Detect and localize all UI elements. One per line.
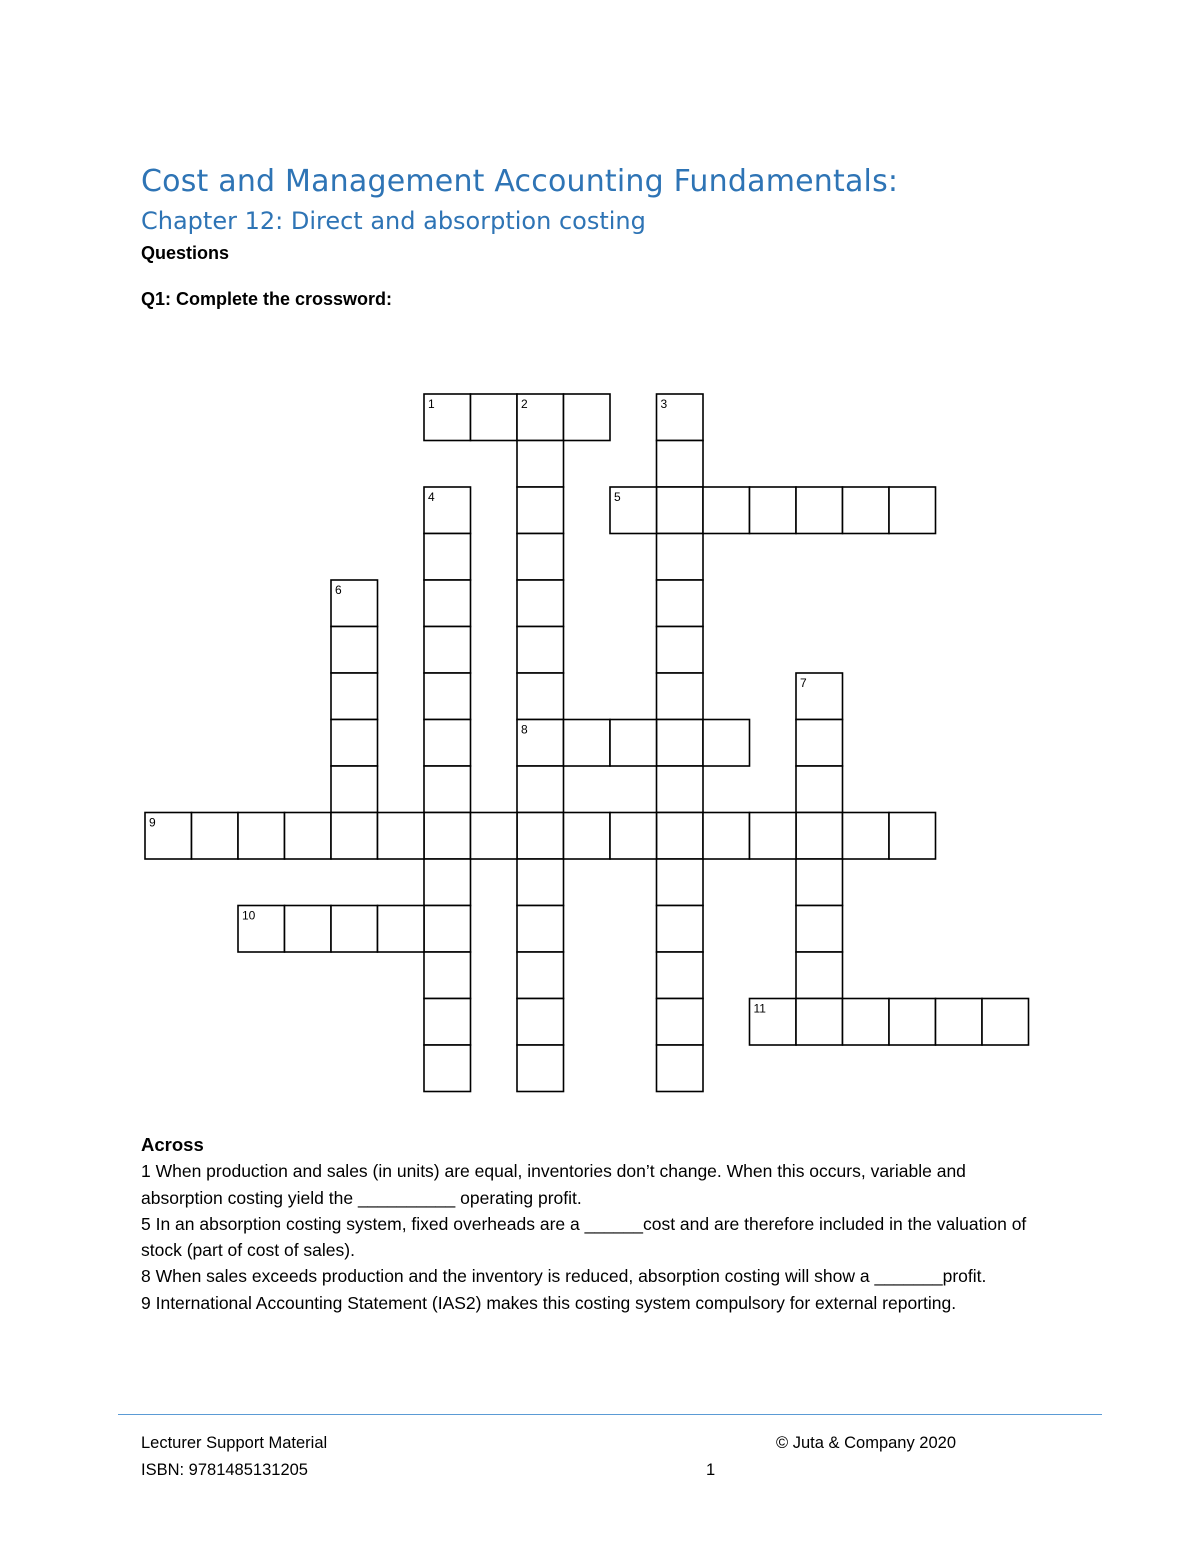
crossword-cell[interactable] xyxy=(517,580,564,627)
crossword-cell[interactable] xyxy=(517,859,564,906)
crossword-cell[interactable] xyxy=(331,720,378,767)
crossword-cell[interactable] xyxy=(424,534,471,581)
crossword-cell[interactable] xyxy=(703,813,750,860)
crossword-cell[interactable] xyxy=(657,813,704,860)
crossword-cell[interactable] xyxy=(610,813,657,860)
crossword-cell[interactable] xyxy=(889,487,936,534)
crossword-cell[interactable] xyxy=(424,999,471,1046)
crossword-cell[interactable] xyxy=(889,999,936,1046)
crossword-cell[interactable] xyxy=(424,952,471,999)
crossword-cell[interactable] xyxy=(192,813,239,860)
clue-number-11: 11 xyxy=(753,1001,766,1016)
crossword-cell[interactable] xyxy=(889,813,936,860)
crossword-cell[interactable] xyxy=(564,813,611,860)
crossword-cell[interactable] xyxy=(657,859,704,906)
crossword-cell[interactable] xyxy=(331,673,378,720)
crossword-cell[interactable] xyxy=(657,1045,704,1092)
crossword-cell[interactable] xyxy=(564,394,611,441)
clue-across-5: 5 In an absorption costing system, fixed overheads are a ______cost and are therefore included in the valuation of stock (part of cost of sales). xyxy=(141,1213,1027,1261)
crossword-cell[interactable] xyxy=(703,720,750,767)
footer-material: Lecturer Support Material xyxy=(141,1434,328,1452)
crossword-cell[interactable] xyxy=(657,627,704,674)
crossword-cell[interactable] xyxy=(285,906,332,953)
clue-number-1: 1 xyxy=(428,397,435,411)
crossword-cell[interactable] xyxy=(424,766,471,813)
crossword-cell[interactable] xyxy=(517,487,564,534)
clue-number-7: 7 xyxy=(800,676,807,690)
footer-divider xyxy=(118,1414,1102,1415)
crossword-cell[interactable] xyxy=(331,813,378,860)
question-heading: Q1: Complete the crossword: xyxy=(141,289,393,309)
crossword-cell[interactable] xyxy=(517,534,564,581)
crossword-cell[interactable] xyxy=(517,1045,564,1092)
crossword-cell[interactable] xyxy=(796,859,843,906)
crossword-cell[interactable] xyxy=(936,999,983,1046)
crossword-cell[interactable] xyxy=(703,487,750,534)
clue-number-10: 10 xyxy=(242,908,256,923)
crossword-cell[interactable] xyxy=(796,766,843,813)
crossword-cell[interactable] xyxy=(796,999,843,1046)
clue-across-1: 1 When production and sales (in units) are equal, inventories don’t change. When this occurs, variable and absorption costing yield the __________ operating profit. xyxy=(141,1161,966,1208)
crossword-cell[interactable] xyxy=(796,906,843,953)
crossword-cell[interactable] xyxy=(331,766,378,813)
crossword-cell[interactable] xyxy=(424,859,471,906)
crossword-cell[interactable] xyxy=(331,906,378,953)
crossword-cell[interactable] xyxy=(657,766,704,813)
clue-number-2: 2 xyxy=(521,397,528,411)
section-heading: Questions xyxy=(141,243,230,263)
crossword-cell[interactable] xyxy=(517,441,564,488)
crossword-cell[interactable] xyxy=(750,487,797,534)
crossword-cell[interactable] xyxy=(424,720,471,767)
crossword-cell[interactable] xyxy=(657,906,704,953)
crossword-cell[interactable] xyxy=(517,673,564,720)
crossword-cell[interactable] xyxy=(657,952,704,999)
crossword-cell[interactable] xyxy=(982,999,1029,1046)
crossword-cell[interactable] xyxy=(564,720,611,767)
crossword-cell[interactable] xyxy=(517,813,564,860)
clue-number-3: 3 xyxy=(660,397,668,411)
crossword-cell[interactable] xyxy=(424,813,471,860)
crossword-cell[interactable] xyxy=(424,1045,471,1092)
clue-across-8: 8 When sales exceeds production and the inventory is reduced, absorption costing will show a _______profit. xyxy=(141,1266,987,1287)
crossword-cell[interactable] xyxy=(610,720,657,767)
crossword-cell[interactable] xyxy=(424,627,471,674)
crossword-cell[interactable] xyxy=(517,952,564,999)
crossword-cell[interactable] xyxy=(424,673,471,720)
crossword-cell[interactable] xyxy=(517,627,564,674)
crossword-cell[interactable] xyxy=(796,813,843,860)
crossword-cell[interactable] xyxy=(378,813,425,860)
crossword-cell[interactable] xyxy=(796,720,843,767)
crossword-cell[interactable] xyxy=(657,580,704,627)
crossword-cell[interactable] xyxy=(517,906,564,953)
clue-across-9: 9 International Accounting Statement (IAS2) makes this costing system compulsory for external reporting. xyxy=(141,1292,957,1313)
clue-number-8: 8 xyxy=(521,722,528,737)
crossword-cell[interactable] xyxy=(796,952,843,999)
across-heading: Across xyxy=(141,1134,204,1155)
crossword-cell[interactable] xyxy=(238,813,285,860)
crossword-cell[interactable] xyxy=(378,906,425,953)
footer-isbn: ISBN: 9781485131205 xyxy=(141,1461,308,1479)
footer-copyright: © Juta & Company 2020 xyxy=(776,1434,957,1452)
crossword-cell[interactable] xyxy=(843,487,890,534)
crossword-cell[interactable] xyxy=(750,813,797,860)
crossword-cell[interactable] xyxy=(657,673,704,720)
clue-number-9: 9 xyxy=(149,815,156,830)
clues-section xyxy=(141,1132,1051,1316)
footer-page-number: 1 xyxy=(706,1461,716,1479)
crossword-cell[interactable] xyxy=(657,534,704,581)
crossword-cell[interactable] xyxy=(517,999,564,1046)
clue-number-4: 4 xyxy=(428,490,435,504)
crossword-cell[interactable] xyxy=(796,487,843,534)
clue-number-6: 6 xyxy=(335,583,342,597)
crossword-cell[interactable] xyxy=(657,487,704,534)
crossword-cell[interactable] xyxy=(471,813,518,860)
crossword-cell[interactable] xyxy=(285,813,332,860)
crossword-cell[interactable] xyxy=(471,394,518,441)
crossword-cell[interactable] xyxy=(657,441,704,488)
document-title: Cost and Management Accounting Fundamentals: xyxy=(141,164,899,199)
clue-number-5: 5 xyxy=(614,490,621,504)
crossword-cell[interactable] xyxy=(517,766,564,813)
crossword-cell[interactable] xyxy=(657,999,704,1046)
crossword-cell[interactable] xyxy=(424,580,471,627)
crossword-cell[interactable] xyxy=(424,906,471,953)
crossword-cell[interactable] xyxy=(843,999,890,1046)
crossword-cell[interactable] xyxy=(657,720,704,767)
chapter-subtitle: Chapter 12: Direct and absorption costing xyxy=(141,207,646,235)
crossword-cell[interactable] xyxy=(331,627,378,674)
crossword-cell[interactable] xyxy=(843,813,890,860)
